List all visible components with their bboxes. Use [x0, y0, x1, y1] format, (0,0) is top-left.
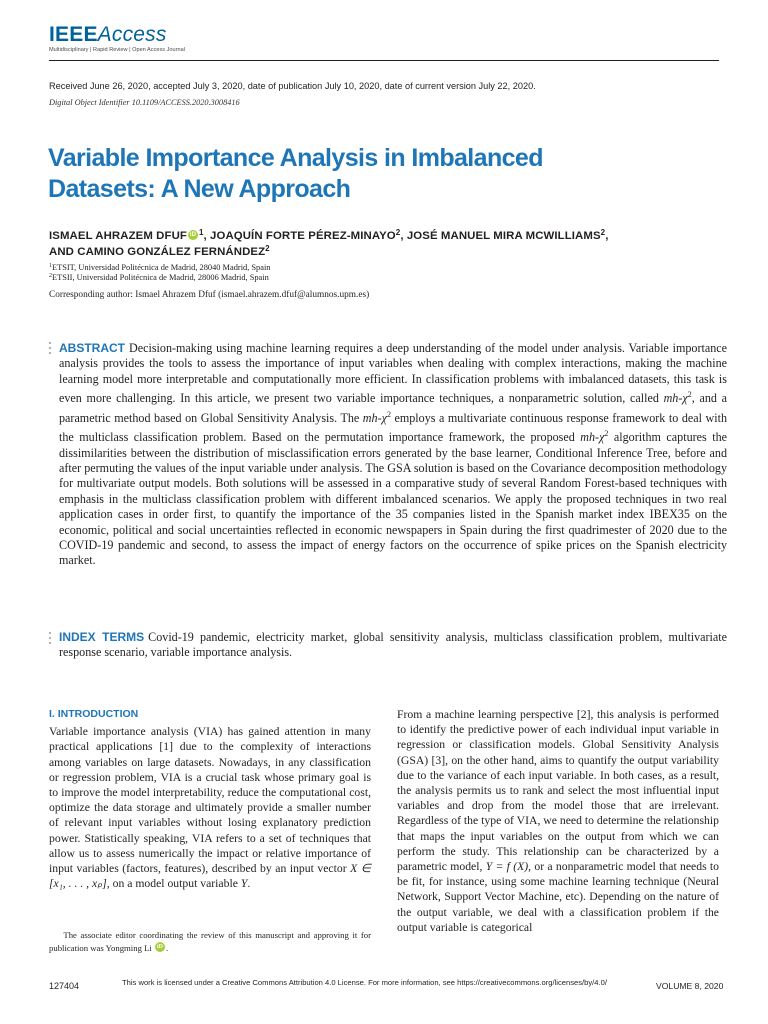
header-rule	[49, 60, 719, 61]
author-3: , JOSÉ MANUEL MIRA MCWILLIAMS	[400, 230, 601, 242]
abstract-section: ABSTRACT Decision-making using machine learning requires a deep understanding of the model under analysis. Variable importance analysis provides the tools to assess the importance of input variables when dealing with complex interactions, making the machine learning model more interpretable and computationally more efficient. In classification problems with imbalanced datasets, this task is even more challenging. In this article, we present two variable importance techniques, a nonparametric solution, called $mh-\chi^2$, and a parametric method based on Global Sensitivity Analysis. The $mh-\chi^2$ employs a multivariate continuous response framework to deal with the multiclass classification problem. Based on the permutation importance framework, the proposed $mh-\chi^2$ algorithm captures the dissimilarities between the distribution of misclassification errors generated by the base learner, Conditional Inference Tree, before and after permuting the values of the input variable under analysis. The GSA solution is based on the Covariance decomposition methodology for multivariate output models. Both solutions will be assessed in a comparative study of several Random Forest-based techniques with emphasis in the multiclass classification problem with different imbalanced scenarios. We apply the proposed techniques in two real application cases in order first, to quantify the importance of the 35 companies listed in the Spanish market index IBEX35 on the economic, political and social uncertainties reflected in economic newspapers in Spain during the first quadrimester of 2020 due to the COVID-19 pandemic and second, to assess the impact of energy factors on the occurrence of spike prices on the Spanish electricity market.	[59, 341, 727, 568]
author-2: , JOAQUÍN FORTE PÉREZ-MINAYO	[203, 230, 396, 242]
intro-paragraph-right: From a machine learning perspective [2], this analysis is performed to identify the predictive power of each individual input variable in regression or classification models. Global Sensitivity Analysis (GSA) [3], on the other hand, aims to quantify the output variability due to the variance of each input variable. In both cases, as a result, the analysis permits us to rank and select the most influential input variables and drop from the model those that are irrelevant. Regardless of the type of VIA, we need to determine the relationship that maps the input variables on the output from which we can perform the study. This relationship can be characterized by a parametric model, Y = f (X), or a nonparametric model that needs to be fit, for instance, using some machine learning technique (Neural Network, Support Vector Machine, etc). Depending on the nature of the output variable, we deal with a classification problem if the output variable is categorical	[397, 708, 720, 934]
intro-paragraph-left: Variable importance analysis (VIA) has gained attention in many practical applications [1] due to the complexity of interactions among variables on large datasets. Nowadays, in any classification or regression problem, VIA is a crucial task whose primary goal is to improve the model interpretability, reduce the computational cost, optimize the data storage and ultimately provide a smaller number of relevant input variables without losing explanatory prediction power. Statistically speaking, VIA refers to a set of techniques that allow us to assess numerically the impact or relative importance of input variables (factors, features), described by an input vector X ∈ [x₁, . . . , xₚ], on a model output variable Y.	[49, 725, 371, 891]
doi-line: Digital Object Identifier 10.1109/ACCESS.2020.3008416	[49, 98, 240, 107]
orcid-icon[interactable]: iD	[189, 232, 197, 238]
affiliation-2: $^2$ETSII, Universidad Politécnica de Madrid, 28006 Madrid, Spain	[49, 273, 269, 282]
index-terms-section: INDEX TERMS Covid-19 pandemic, electricity market, global sensitivity analysis, multiclass classification problem, multivariate response scenario, variable importance analysis.	[59, 630, 727, 660]
section-heading-introduction: I. INTRODUCTION	[49, 708, 139, 720]
orcid-icon[interactable]: iD	[156, 943, 163, 950]
editor-footnote: The associate editor coordinating the review of this manuscript and approving it for publication was Yongming Li iD .	[49, 930, 372, 953]
volume-info: VOLUME 8, 2020	[656, 981, 724, 991]
journal-tagline: Multidisciplinary | Rapid Review | Open Access Journal	[49, 47, 185, 53]
index-dots-icon	[49, 632, 53, 647]
author-separator: ,	[605, 230, 609, 242]
abstract-label: ABSTRACT	[59, 341, 125, 355]
paper-title: Variable Importance Analysis in Imbalanced Datasets: A New Approach	[48, 144, 543, 203]
author-list	[49, 228, 729, 260]
author-3-affil: 2	[600, 228, 606, 237]
page-number: 127404	[49, 981, 80, 991]
corresponding-author: Corresponding author: Ismael Ahrazem Dfuf (ismael.ahrazem.dfuf@alumnos.upm.es)	[49, 290, 370, 300]
received-dates: Received June 26, 2020, accepted July 3, 2020, date of publication July 10, 2020, date of current version July 22, 2020.	[49, 81, 536, 91]
author-1-affil: 1	[198, 228, 204, 237]
left-column	[49, 707, 371, 891]
author-4-affil: 2	[265, 244, 270, 253]
journal-brand: IEEEAccess	[49, 23, 167, 46]
abstract-dots-icon	[49, 342, 53, 357]
right-column	[397, 707, 719, 935]
author-1: ISMAEL AHRAZEM DFUF	[49, 230, 187, 242]
affiliation-1: $^1$ETSIT, Universidad Politécnica de Madrid, 28040 Madrid, Spain	[49, 263, 271, 272]
author-2-affil: 2	[395, 228, 401, 237]
license-notice[interactable]: This work is licensed under a Creative Commons Attribution 4.0 License. For more information, see https://creativecommons.org/licenses/by/4.0/	[122, 978, 607, 987]
author-4: AND CAMINO GONZÁLEZ FERNÁNDEZ	[49, 246, 266, 258]
index-terms-label: INDEX TERMS	[59, 630, 145, 644]
journal-logo	[49, 24, 185, 53]
